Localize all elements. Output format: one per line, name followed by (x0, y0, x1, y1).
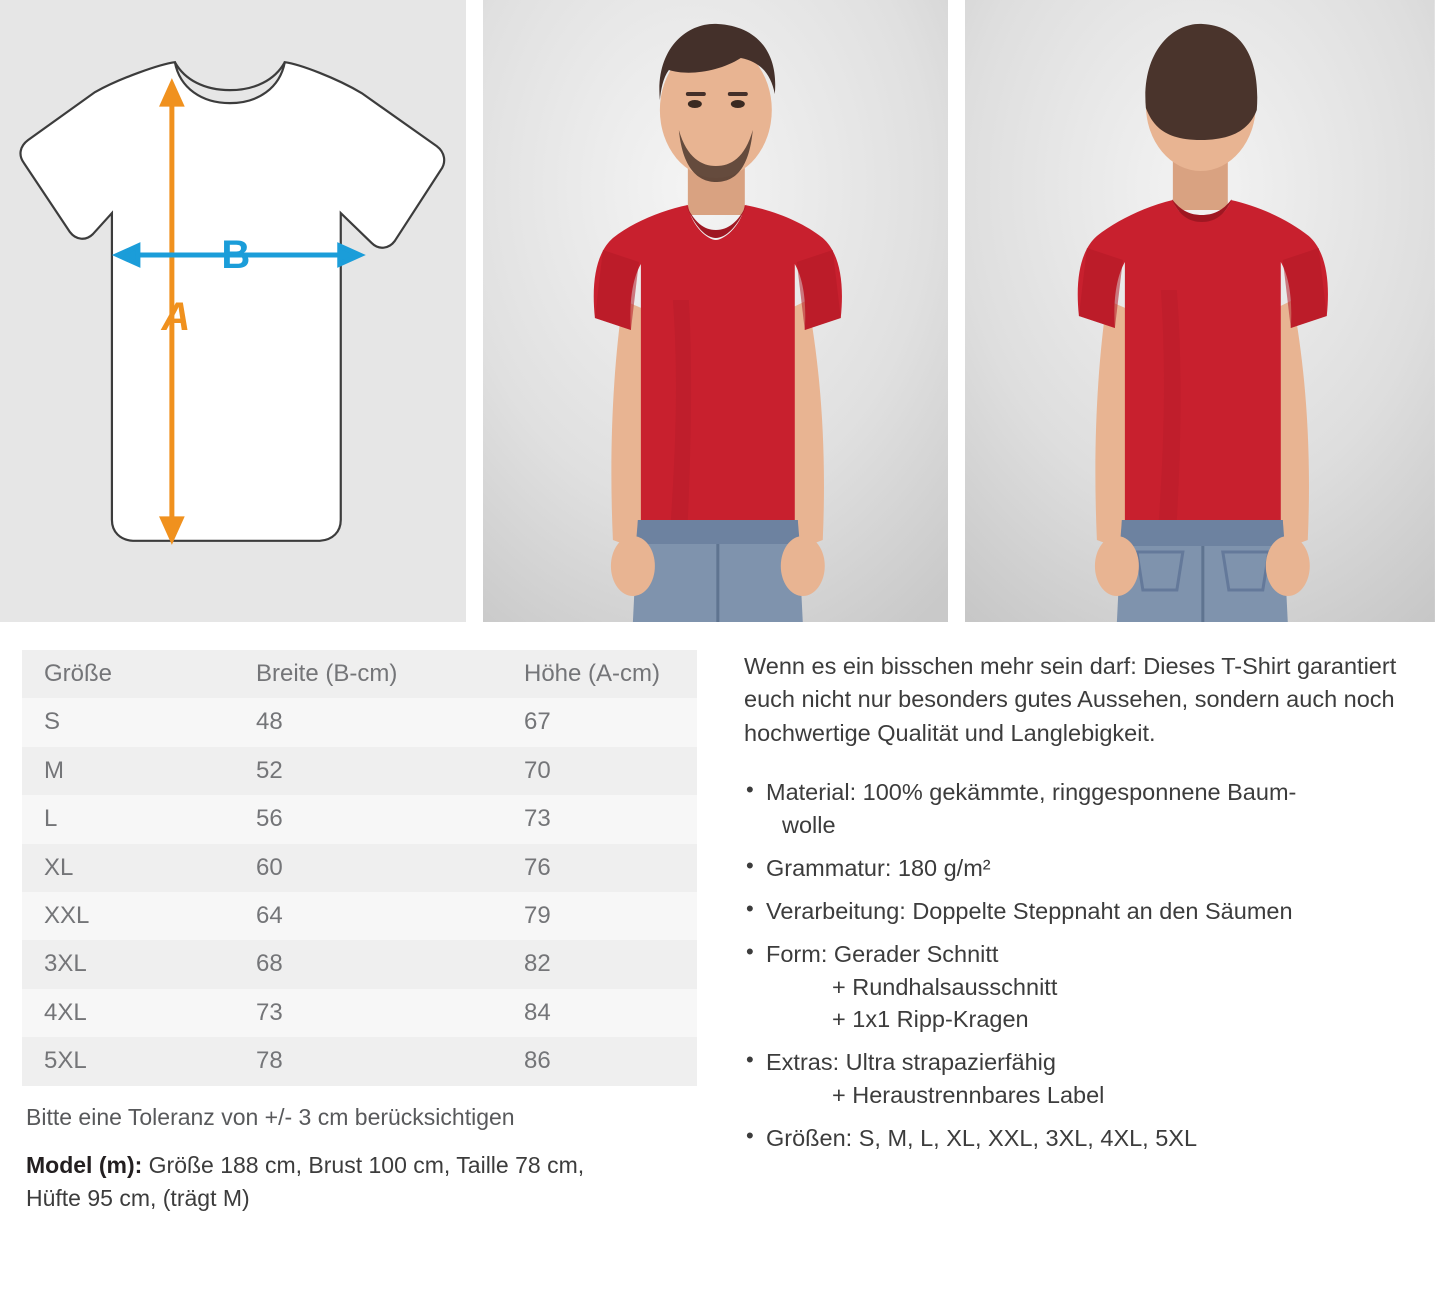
list-item (744, 1122, 1423, 1155)
table-row (22, 1037, 697, 1085)
cell-size: 5XL (44, 1047, 87, 1075)
header-size: Größe (44, 660, 113, 687)
feature-material: Material: 100% gekämmte, ringgesponnene Baum- (766, 779, 1297, 806)
size-schematic-panel (0, 0, 466, 622)
feature-form-sub-2: + 1x1 Ripp-Kragen (832, 1006, 1029, 1033)
cell-width: 56 (256, 805, 283, 833)
cell-width: 78 (256, 1047, 283, 1075)
cell-size: L (44, 805, 58, 833)
header-height: Höhe (A-cm) (524, 660, 661, 687)
tshirt-schematic-svg (0, 0, 466, 622)
cell-size: S (44, 708, 61, 736)
cell-size: M (44, 756, 64, 784)
table-row (22, 989, 697, 1037)
feature-extras-sub-1: + Heraustrennbares Label (832, 1082, 1105, 1109)
cell-size: 4XL (44, 998, 87, 1026)
table-row (22, 892, 697, 940)
table-row (22, 698, 697, 746)
table-row (22, 747, 697, 795)
list-item (744, 852, 1423, 885)
cell-width: 48 (256, 708, 283, 736)
cell-height: 67 (524, 708, 551, 736)
header-width: Breite (B-cm) (256, 660, 398, 687)
model-back-photo (965, 0, 1435, 622)
cell-width: 73 (256, 998, 283, 1026)
feature-list (744, 776, 1423, 1155)
feature-extras: Extras: Ultra strapazierfähig (766, 1049, 1056, 1076)
cell-size: XXL (44, 901, 90, 929)
table-row (22, 795, 697, 843)
list-item (744, 938, 1423, 1037)
cell-height: 73 (524, 805, 551, 833)
cell-width: 52 (256, 756, 283, 784)
model-info (26, 1149, 720, 1216)
cell-size: 3XL (44, 950, 87, 978)
description-column (720, 650, 1435, 1215)
table-row (22, 844, 697, 892)
table-header-row (22, 650, 697, 698)
model-front-illustration (483, 0, 949, 622)
height-label: A (161, 294, 191, 339)
list-item (744, 1046, 1423, 1112)
cell-height: 76 (524, 853, 551, 881)
feature-material-cont: wolle (782, 811, 836, 838)
model-measurements-line1: Größe 188 cm, Brust 100 cm, Taille 78 cm, (148, 1151, 585, 1178)
details-row (0, 622, 1435, 1215)
size-table (22, 650, 697, 1086)
feature-weight: Grammatur: 180 g/m² (766, 854, 991, 881)
tolerance-note: Bitte eine Toleranz von +/- 3 cm berücksichtigen (26, 1103, 515, 1130)
cell-height: 86 (524, 1047, 551, 1075)
product-image-row (0, 0, 1435, 622)
cell-height: 70 (524, 756, 551, 784)
description-intro: Wenn es ein bisschen mehr sein darf: Dieses T-Shirt garantiert euch nicht nur besonders gutes Aussehen, sondern auch noch hochwertige Qualität und Langlebigkeit. (744, 653, 1397, 746)
list-item (744, 895, 1423, 928)
width-label: B (221, 233, 251, 278)
model-label: Model (m): (26, 1151, 143, 1178)
cell-width: 68 (256, 950, 283, 978)
table-row (22, 940, 697, 988)
cell-width: 60 (256, 853, 283, 881)
list-item (744, 776, 1423, 842)
model-measurements-line2: Hüfte 95 cm, (trägt M) (26, 1184, 250, 1211)
cell-width: 64 (256, 901, 283, 929)
feature-processing: Verarbeitung: Doppelte Steppnaht an den Säumen (766, 897, 1293, 924)
cell-height: 79 (524, 901, 551, 929)
feature-form: Form: Gerader Schnitt (766, 940, 999, 967)
cell-size: XL (44, 853, 74, 881)
cell-height: 82 (524, 950, 551, 978)
cell-height: 84 (524, 998, 551, 1026)
model-front-photo (483, 0, 949, 622)
model-back-illustration (965, 0, 1435, 622)
feature-form-sub-1: + Rundhalsausschnitt (832, 973, 1058, 1000)
size-table-column (0, 650, 720, 1215)
feature-sizes: Größen: S, M, L, XL, XXL, 3XL, 4XL, 5XL (766, 1125, 1198, 1152)
